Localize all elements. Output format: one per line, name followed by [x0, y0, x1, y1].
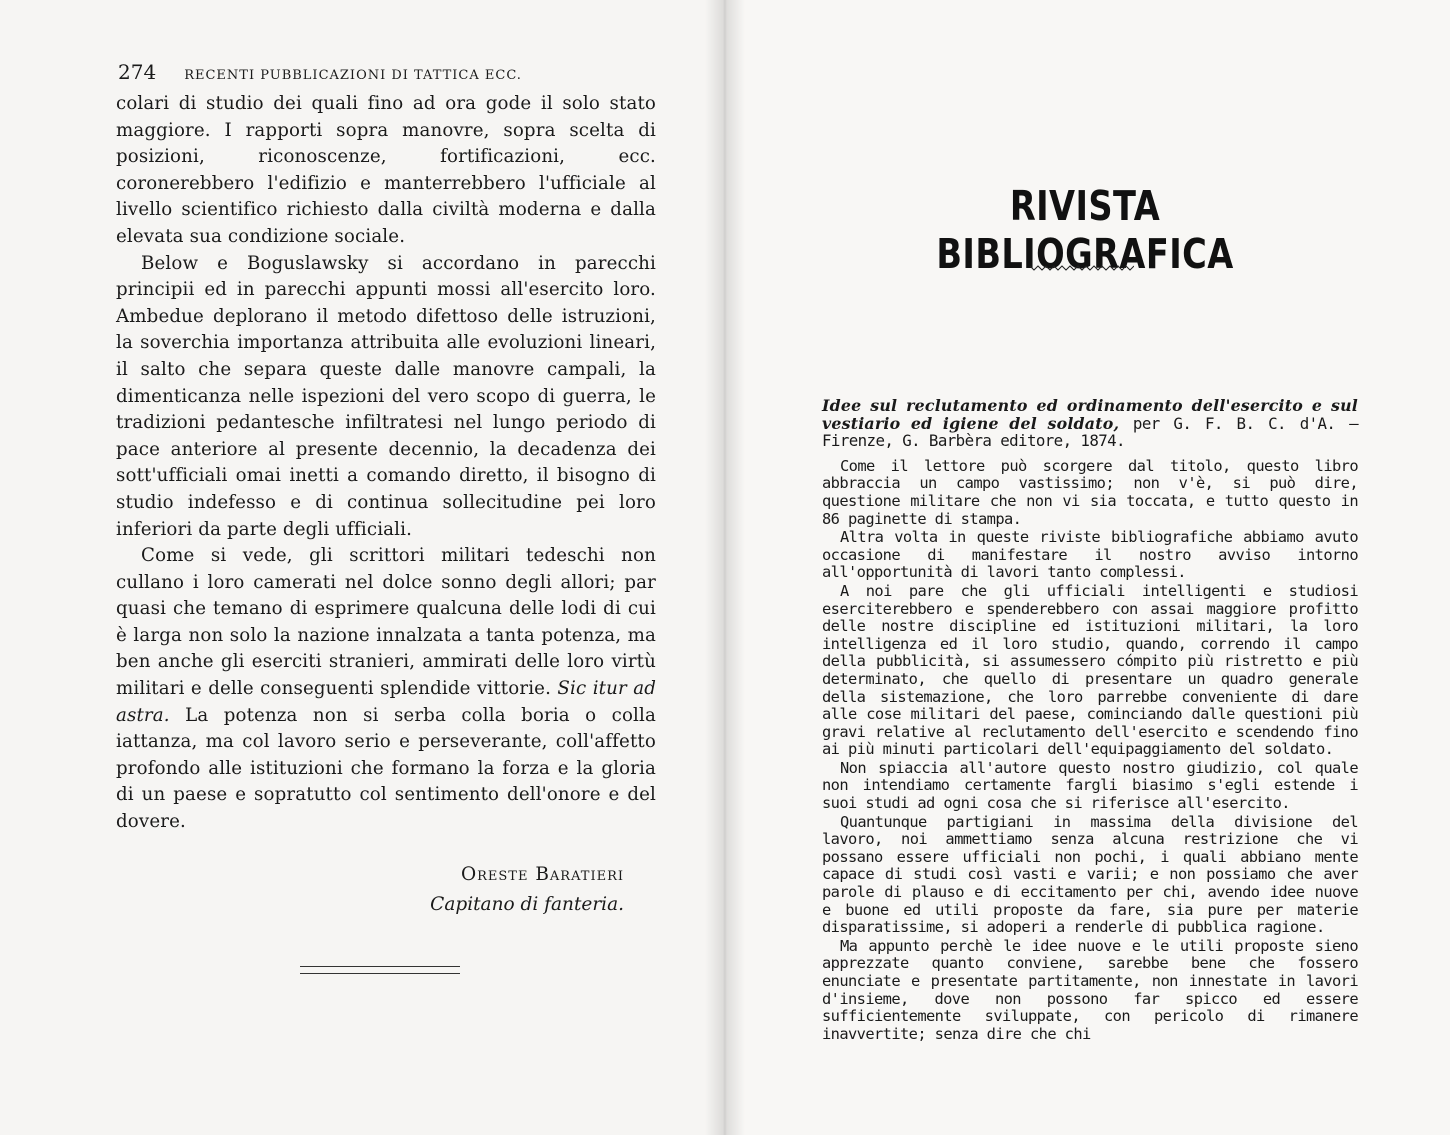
paragraph: Non spiaccia all'autore questo nostro giudizio, col quale non intendiamo certamente fargli biasimo s'egli estende i suoi studi ad ogni cosa che si riferisce all'esercito.: [822, 758, 1358, 813]
author-title: Capitano di fanteria.: [430, 894, 624, 915]
paragraph: Come il lettore può scorgere dal titolo, questo libro abbraccia un campo vastissimo; non v'è, si può dire, questione militare che non vi sia toccata, e tutto questo in 86 paginette di stampa.: [822, 456, 1358, 528]
paragraph-text: Come si vede, gli scrittori militari tedeschi non cullano i loro camerati nel dolce sonno degli allori; par quasi che temano di esprimere qualcuna delle lodi di cui è larga non solo la nazione innalzata a tanta potenza, ma ben anche gli eserciti stranieri, ammirati delle loro virtù militari e delle conseguenti splendide vittorie.: [116, 545, 656, 700]
left-body-text: [116, 91, 656, 836]
bibliography-entry: [822, 397, 1358, 450]
book-title: Idee sul reclutamento ed ordinamento dell'esercito e sul vestiario ed igiene del soldato,: [822, 396, 1358, 433]
book-gutter: [705, 0, 745, 1135]
paragraph: A noi pare che gli ufficiali intelligenti e studiosi eserciterebbero e spenderebbero con assai maggiore profitto delle nostre discipline ed istituzioni militari, la loro intelligenza ed il loro studio, quando, correndo il campo della pubblicità, si assumessero cómpito più ristretto e più determinato, che quello di presentare un quadro generale della sistemazione, che loro parrebbe conveniente di dare alle cose militari del paese, cominciando dalle questioni più gravi relative al reclutamento dell'esercito e scendendo fino ai più minuti particolari dell'equipaggiamento del soldato.: [822, 581, 1358, 759]
paragraph-text: La potenza non si serba colla boria o colla iattanza, ma col lavoro serio e perseverante, coll'affetto profondo alle istituzioni che formano la forza e la gloria di un paese e sopratutto col sentimento dell'onore e del dovere.: [116, 704, 656, 833]
running-head-title: RECENTI PUBBLICAZIONI DI TATTICA ECC.: [184, 68, 522, 83]
latin-phrase: Sic itur ad astra.: [116, 678, 656, 726]
wavy-ornament: [1030, 262, 1134, 274]
right-body-text: [822, 397, 1358, 1043]
running-head: [118, 60, 658, 84]
signature: [300, 860, 624, 920]
author-name: Oreste Baratieri: [460, 864, 624, 885]
paragraph: colari di studio dei quali fino ad ora gode il solo stato maggiore. I rapporti sopra manovre, sopra scelta di posizioni, riconoscenze, fortificazioni, ecc. coronerebbero l'edifizio e manterrebbero l'ufficiale al livello scientifico richiesto dalla civiltà moderna e dalla elevata sua condizione sociale.: [116, 93, 656, 247]
paragraph: Altra volta in queste riviste bibliografiche abbiamo avuto occasione di manifestare il nostro avviso intorno all'opportunità di lavori tanto complessi.: [822, 528, 1358, 582]
paragraph: [116, 543, 656, 836]
end-rule: [300, 966, 460, 974]
paragraph: Below e Boguslawsky si accordano in parecchi principii ed in parecchi appunti mossi all'esercito loro. Ambedue deplorano il metodo difettoso delle istruzioni, la soverchia importanza attribuita alle evoluzioni lineari, il salto che separa queste dalle manovre campali, la dimenticanza nelle ispezioni del vero scopo di guerra, le tradizioni pedantesche infiltratesi nel lungo periodo di pace anteriore al presente decennio, la decadenza dei sott'ufficiali omai inetti a comando diretto, il bisogno di studio indefesso e di continua sollecitudine pei loro inferiori da parte degli ufficiali.: [116, 252, 656, 540]
paragraph: Quantunque partigiani in massima della divisione del lavoro, noi ammettiamo senza alcuna restrizione che vi possano essere ufficiali non pochi, i quali abbiano mente capace di studi così vasti e varii; e non possiamo che aver parole di plauso e di eccitamento per chi, avendo idee nuove e buone ed utili proposte da fare, sia pure per materie disparatissime, si adoperi a renderle di pubblica ragione.: [822, 812, 1358, 937]
book-citation: per G. F. B. C. d'A. — Firenze, G. Barbèra editore, 1874.: [822, 413, 1358, 451]
paragraph: Ma appunto perchè le idee nuove e le utili proposte sieno apprezzate quanto conviene, sarebbe bene che fossero enunciate e presentate partitamente, non innestate in lavori d'insieme, dove non possono far spicco ed essere sufficientemente sviluppate, con pericolo di rimanere inavvertite; senza dire che chi: [822, 936, 1358, 1043]
page-number: 274: [118, 60, 157, 84]
section-title: RIVISTA BIBLIOGRAFICA: [936, 182, 1234, 278]
